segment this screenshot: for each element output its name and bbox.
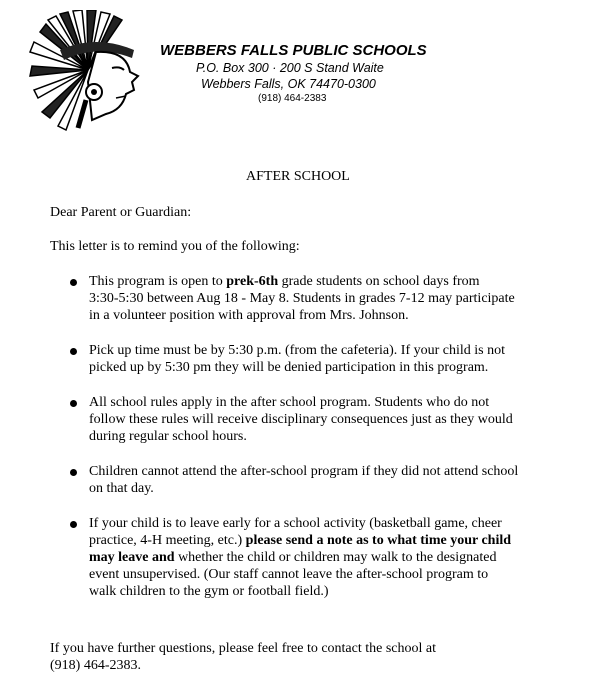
bullet-text: follow these rules will receive disciplinary consequences just as they would [89, 412, 513, 427]
bullet-text: grade students on school days from [278, 274, 480, 289]
bullet-text: practice, 4-H meeting, etc.) [89, 533, 246, 548]
bullet-text: during regular school hours. [89, 429, 247, 444]
bullet-text: in a volunteer position with approval from Mrs. Johnson. [89, 308, 409, 323]
bullet-text: If your child is to leave early for a school activity (basketball game, cheer [89, 516, 502, 531]
bullet-bold-text: prek-6th [226, 274, 279, 289]
bullet-text: on that day. [89, 481, 154, 496]
bullet-marker [70, 400, 77, 407]
bullet-item-1 [89, 273, 569, 324]
bullet-bold-text: may leave and [89, 550, 175, 565]
closing-line-1: If you have further questions, please feel free to contact the school at [50, 641, 437, 656]
bullet-item-4 [89, 463, 569, 497]
closing-text [50, 640, 436, 674]
bullet-item-3 [89, 394, 569, 445]
school-name: WEBBERS FALLS PUBLIC SCHOOLS [160, 42, 427, 59]
greeting: Dear Parent or Guardian: [50, 205, 192, 220]
bullet-text: Pick up time must be by 5:30 p.m. (from the cafeteria). If your child is not [89, 343, 506, 358]
bullet-bold-text: please send a note as to what time your child [245, 533, 512, 548]
bullet-text: All school rules apply in the after school program. Students who do not [89, 395, 490, 410]
bullet-text: whether the child or children may walk to the designated [174, 550, 497, 565]
closing-line-2: (918) 464-2383. [50, 658, 141, 673]
address-line-1: P.O. Box 300 · 200 S Stand Waite [196, 61, 384, 75]
bullet-marker [70, 469, 77, 476]
bullet-marker [70, 279, 77, 286]
school-phone: (918) 464-2383 [258, 93, 327, 104]
letter-heading: AFTER SCHOOL [246, 169, 350, 184]
bullet-item-2 [89, 342, 569, 376]
bullet-text: Children cannot attend the after-school program if they did not attend school [89, 464, 519, 479]
bullet-text: event unsupervised. (Our staff cannot leave the after-school program to [89, 567, 489, 582]
bullet-marker [70, 348, 77, 355]
bullet-text: picked up by 5:30 pm they will be denied participation in this program. [89, 360, 489, 375]
bullet-marker [70, 521, 77, 528]
chief-headdress-logo-icon [26, 10, 150, 132]
bullet-text: walk children to the gym or football field.) [89, 584, 329, 599]
bullet-text: This program is open to [89, 274, 227, 289]
address-line-2: Webbers Falls, OK 74470-0300 [201, 77, 376, 91]
intro-text: This letter is to remind you of the following: [50, 239, 300, 254]
bullet-item-5 [89, 515, 569, 600]
bullet-text: 3:30-5:30 between Aug 18 - May 8. Students in grades 7-12 may participate [89, 291, 515, 306]
